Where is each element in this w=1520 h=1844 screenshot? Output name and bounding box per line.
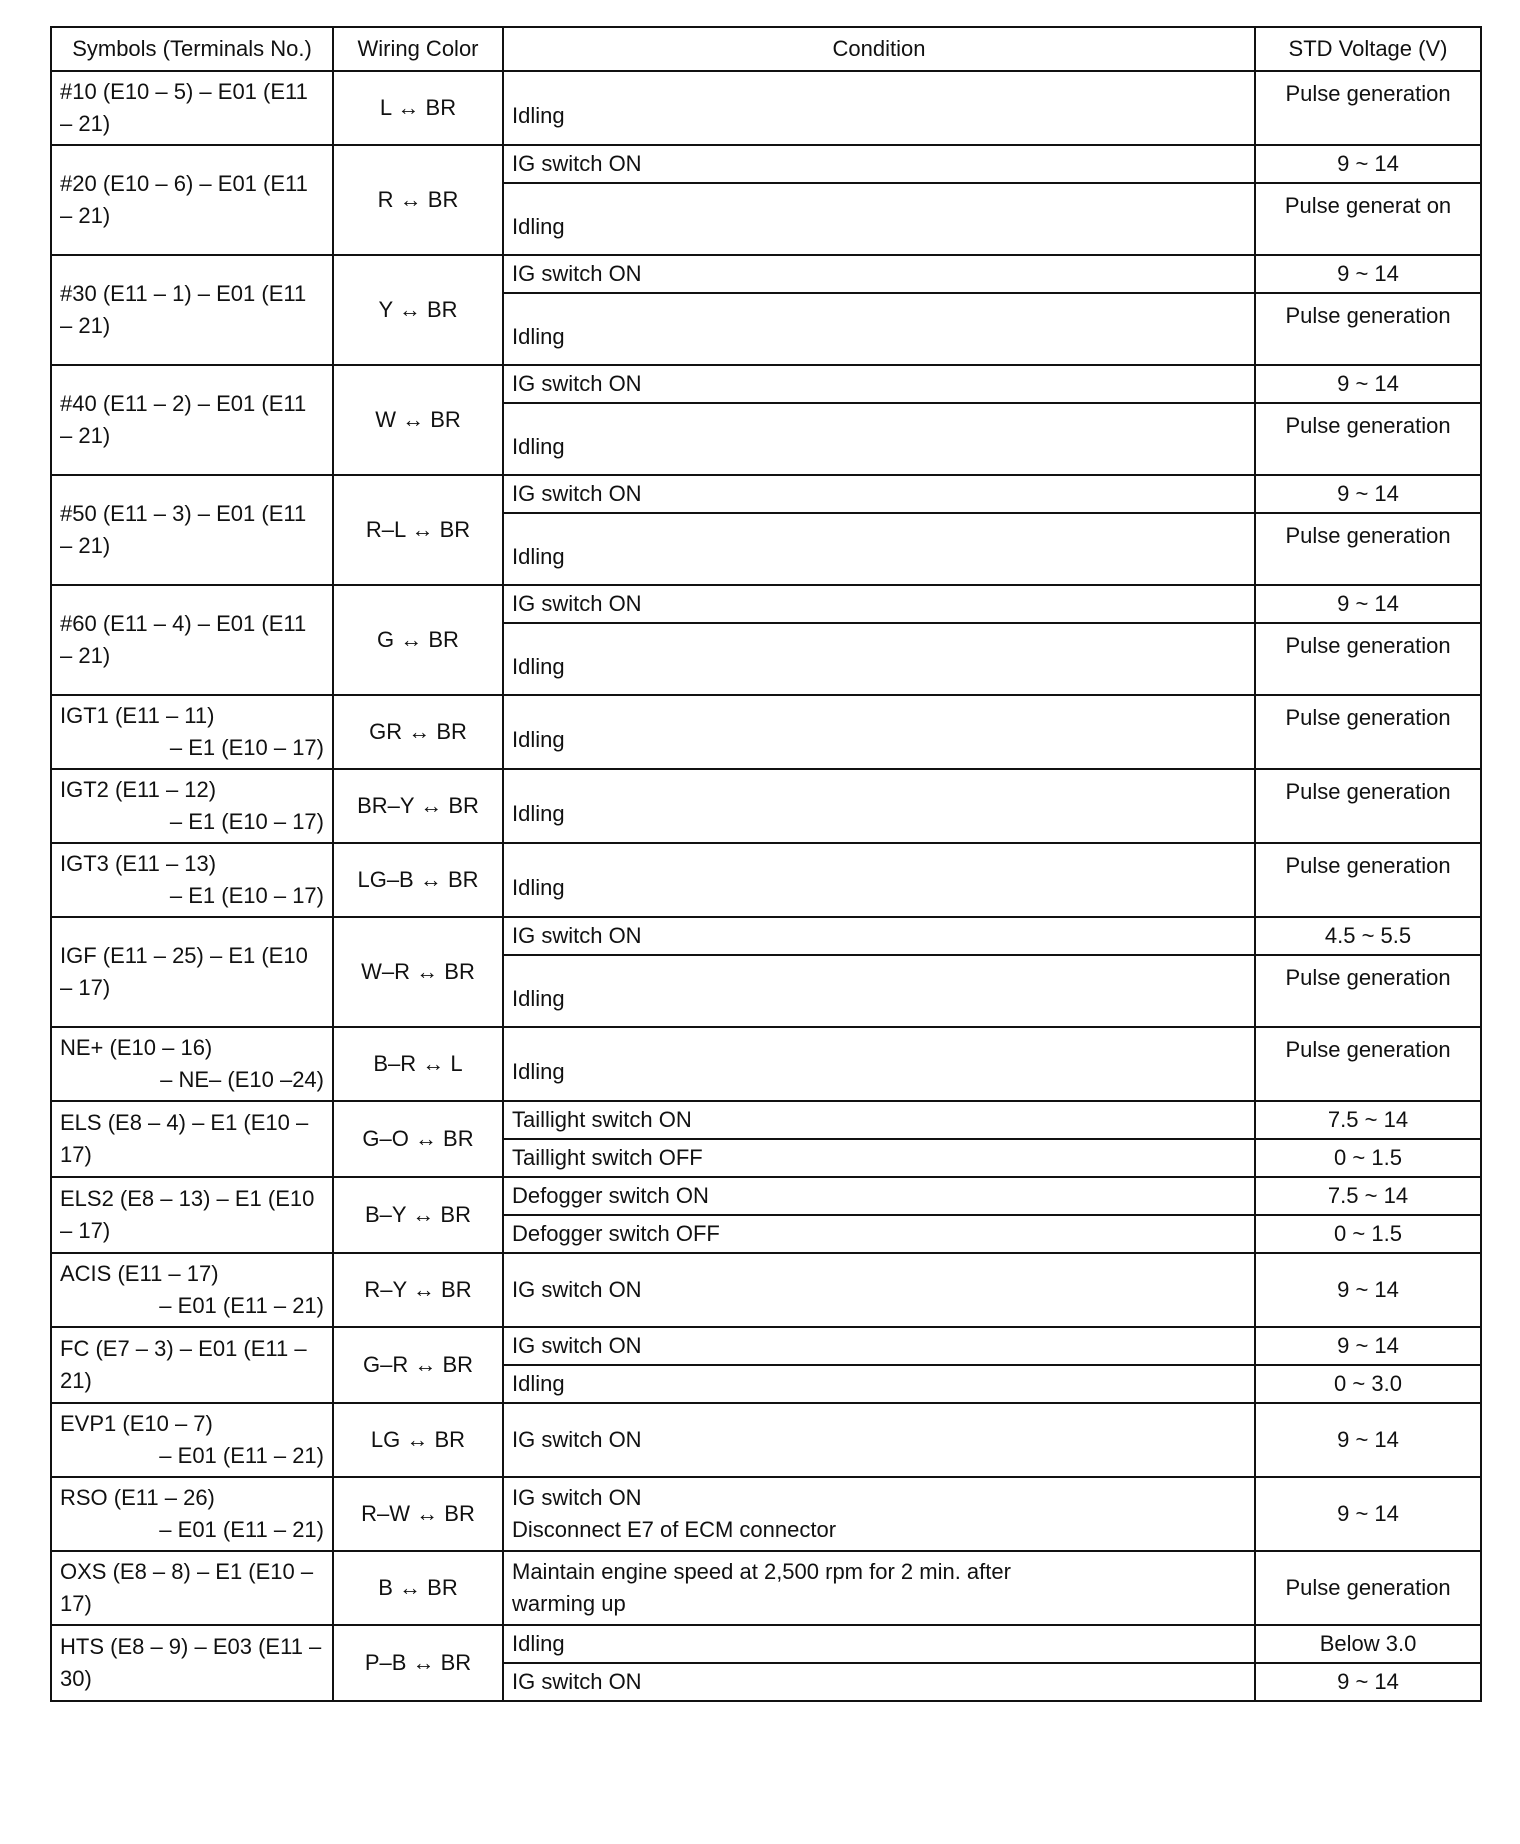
table-row: [51, 917, 1481, 955]
table-row: [51, 255, 1481, 293]
terminal-symbol-cell: [51, 695, 333, 769]
std-voltage-cell: 9 ~ 14: [1255, 585, 1481, 623]
std-voltage-cell: Pulse generation: [1255, 1551, 1481, 1625]
terminal-symbol-line1: #30 (E11 – 1) – E01 (E11 – 21): [60, 281, 307, 338]
condition-cell: Idling: [503, 1365, 1255, 1403]
table-row: [51, 1477, 1481, 1551]
wiring-color-cell: LG–B ↔ BR: [333, 843, 503, 917]
table-row: [51, 1327, 1481, 1365]
terminal-symbol-cell: [51, 1327, 333, 1403]
terminal-symbol-line2: – E1 (E10 – 17): [169, 809, 324, 834]
table-row: [51, 695, 1481, 769]
terminal-symbol-cell: [51, 917, 333, 1027]
terminal-symbol-line1: #10 (E10 – 5) – E01 (E11 – 21): [60, 79, 308, 136]
std-voltage-cell: Pulse generation: [1255, 843, 1481, 917]
std-voltage-cell: 9 ~ 14: [1255, 1253, 1481, 1327]
header-std-voltage: STD Voltage (V): [1255, 27, 1481, 71]
std-voltage-cell: Pulse generation: [1255, 769, 1481, 843]
terminal-symbol-line1: OXS (E8 – 8) – E1 (E10 – 17): [60, 1559, 314, 1616]
terminal-symbol-cell: [51, 1477, 333, 1551]
std-voltage-cell: Pulse generation: [1255, 695, 1481, 769]
std-voltage-cell: 9 ~ 14: [1255, 1663, 1481, 1701]
condition-cell: Idling: [503, 623, 1255, 695]
condition-cell: Idling: [503, 71, 1255, 145]
terminal-symbol-line2: – E01 (E11 – 21): [159, 1517, 324, 1542]
terminal-symbol-cell: [51, 1403, 333, 1477]
terminal-symbol-line1: ELS2 (E8 – 13) – E1 (E10 – 17): [60, 1186, 315, 1243]
std-voltage-cell: 9 ~ 14: [1255, 1327, 1481, 1365]
wiring-color-cell: G ↔ BR: [333, 585, 503, 695]
std-voltage-cell: 0 ~ 1.5: [1255, 1215, 1481, 1253]
table-row: [51, 1253, 1481, 1327]
condition-cell: IG switch ON: [503, 1327, 1255, 1365]
table-row: [51, 1551, 1481, 1625]
condition-cell: Idling: [503, 955, 1255, 1027]
condition-cell: Taillight switch ON: [503, 1101, 1255, 1139]
table-row: [51, 1177, 1481, 1215]
terminal-symbol-line1: IGT2 (E11 – 12): [60, 777, 217, 803]
terminal-symbol-cell: [51, 1253, 333, 1327]
terminal-symbol-line2: – E01 (E11 – 21): [159, 1293, 324, 1318]
header-symbols: Symbols (Terminals No.): [51, 27, 333, 71]
condition-cell: Idling: [503, 1625, 1255, 1663]
terminal-symbol-cell: [51, 843, 333, 917]
std-voltage-cell: Pulse generat on: [1255, 183, 1481, 255]
table-row: [51, 145, 1481, 183]
terminal-symbol-line1: IGF (E11 – 25) – E1 (E10 – 17): [60, 943, 308, 1000]
terminal-symbol-line1: FC (E7 – 3) – E01 (E11 – 21): [60, 1336, 307, 1393]
std-voltage-cell: Pulse generation: [1255, 1027, 1481, 1101]
terminal-symbol-cell: [51, 1551, 333, 1625]
std-voltage-cell: Pulse generation: [1255, 623, 1481, 695]
wiring-color-cell: G–O ↔ BR: [333, 1101, 503, 1177]
wiring-color-cell: W–R ↔ BR: [333, 917, 503, 1027]
terminal-symbol-line1: HTS (E8 – 9) – E03 (E11 – 30): [60, 1634, 322, 1691]
wiring-color-cell: W ↔ BR: [333, 365, 503, 475]
wiring-color-cell: BR–Y ↔ BR: [333, 769, 503, 843]
table-row: [51, 1027, 1481, 1101]
terminal-symbol-cell: [51, 1027, 333, 1101]
header-condition: Condition: [503, 27, 1255, 71]
terminal-symbol-cell: [51, 145, 333, 255]
terminal-symbol-cell: [51, 475, 333, 585]
std-voltage-cell: Pulse generation: [1255, 293, 1481, 365]
condition-cell: IG switch ON: [503, 1253, 1255, 1327]
table-row: [51, 585, 1481, 623]
wiring-color-cell: B ↔ BR: [333, 1551, 503, 1625]
condition-cell: IG switch ON: [503, 585, 1255, 623]
terminal-symbol-cell: [51, 769, 333, 843]
terminal-symbol-line2: – E1 (E10 – 17): [169, 883, 324, 908]
condition-cell: IG switch ON: [503, 145, 1255, 183]
table-row: [51, 365, 1481, 403]
std-voltage-cell: 9 ~ 14: [1255, 365, 1481, 403]
condition-cell: Defogger switch OFF: [503, 1215, 1255, 1253]
terminal-symbol-cell: [51, 255, 333, 365]
terminal-symbol-line1: #20 (E10 – 6) – E01 (E11 – 21): [60, 171, 308, 228]
terminal-symbol-line1: NE+ (E10 – 16): [60, 1035, 213, 1061]
table-row: [51, 1101, 1481, 1139]
terminal-symbol-line1: EVP1 (E10 – 7): [60, 1411, 213, 1437]
std-voltage-cell: 9 ~ 14: [1255, 255, 1481, 293]
table-row: [51, 1625, 1481, 1663]
wiring-color-cell: R–W ↔ BR: [333, 1477, 503, 1551]
condition-cell: Idling: [503, 769, 1255, 843]
condition-cell: IG switch ON Disconnect E7 of ECM connector: [503, 1477, 1255, 1551]
wiring-color-cell: Y ↔ BR: [333, 255, 503, 365]
condition-cell: Idling: [503, 513, 1255, 585]
condition-cell: Idling: [503, 843, 1255, 917]
std-voltage-cell: 7.5 ~ 14: [1255, 1177, 1481, 1215]
wiring-color-cell: R ↔ BR: [333, 145, 503, 255]
terminal-symbol-line2: – NE– (E10 –24): [160, 1067, 324, 1092]
terminal-symbol-line1: #40 (E11 – 2) – E01 (E11 – 21): [60, 391, 307, 448]
terminal-symbol-cell: [51, 71, 333, 145]
condition-cell: Defogger switch ON: [503, 1177, 1255, 1215]
wiring-color-cell: P–B ↔ BR: [333, 1625, 503, 1701]
terminal-symbol-line1: IGT3 (E11 – 13): [60, 851, 217, 877]
std-voltage-cell: Pulse generation: [1255, 71, 1481, 145]
table-row: [51, 1403, 1481, 1477]
table-row: [51, 475, 1481, 513]
wiring-color-cell: L ↔ BR: [333, 71, 503, 145]
terminal-symbol-line1: IGT1 (E11 – 11): [60, 703, 215, 729]
std-voltage-cell: 7.5 ~ 14: [1255, 1101, 1481, 1139]
std-voltage-cell: Pulse generation: [1255, 513, 1481, 585]
condition-cell: IG switch ON: [503, 365, 1255, 403]
std-voltage-cell: 4.5 ~ 5.5: [1255, 917, 1481, 955]
condition-cell: Idling: [503, 403, 1255, 475]
terminal-symbol-cell: [51, 1101, 333, 1177]
std-voltage-cell: Below 3.0: [1255, 1625, 1481, 1663]
condition-cell: IG switch ON: [503, 255, 1255, 293]
std-voltage-cell: 9 ~ 14: [1255, 145, 1481, 183]
table-row: [51, 71, 1481, 145]
terminal-symbol-cell: [51, 585, 333, 695]
table-row: [51, 769, 1481, 843]
terminal-symbol-line1: ACIS (E11 – 17): [60, 1261, 219, 1287]
terminal-symbol-line1: ELS (E8 – 4) – E1 (E10 – 17): [60, 1110, 309, 1167]
std-voltage-cell: 9 ~ 14: [1255, 475, 1481, 513]
condition-cell: Taillight switch OFF: [503, 1139, 1255, 1177]
std-voltage-cell: Pulse generation: [1255, 955, 1481, 1027]
wiring-color-cell: B–R ↔ L: [333, 1027, 503, 1101]
ecm-terminal-voltage-table: [50, 26, 1482, 1702]
condition-cell: IG switch ON: [503, 1403, 1255, 1477]
std-voltage-cell: 0 ~ 3.0: [1255, 1365, 1481, 1403]
wiring-color-cell: R–Y ↔ BR: [333, 1253, 503, 1327]
std-voltage-cell: 9 ~ 14: [1255, 1403, 1481, 1477]
condition-cell: IG switch ON: [503, 475, 1255, 513]
terminal-symbol-line2: – E01 (E11 – 21): [159, 1443, 324, 1468]
terminal-symbol-line2: – E1 (E10 – 17): [169, 735, 324, 760]
std-voltage-cell: Pulse generation: [1255, 403, 1481, 475]
condition-cell: Idling: [503, 293, 1255, 365]
std-voltage-cell: 9 ~ 14: [1255, 1477, 1481, 1551]
header-wiring-color: Wiring Color: [333, 27, 503, 71]
std-voltage-cell: 0 ~ 1.5: [1255, 1139, 1481, 1177]
terminal-symbol-line1: #50 (E11 – 3) – E01 (E11 – 21): [60, 501, 307, 558]
wiring-color-cell: R–L ↔ BR: [333, 475, 503, 585]
wiring-color-cell: B–Y ↔ BR: [333, 1177, 503, 1253]
condition-cell: IG switch ON: [503, 1663, 1255, 1701]
terminal-symbol-cell: [51, 365, 333, 475]
wiring-color-cell: GR ↔ BR: [333, 695, 503, 769]
table-header-row: [51, 27, 1481, 71]
condition-cell: Maintain engine speed at 2,500 rpm for 2 min. after warming up: [503, 1551, 1255, 1625]
ecm-terminal-table-sheet: [50, 26, 1480, 1702]
condition-cell: IG switch ON: [503, 917, 1255, 955]
condition-cell: Idling: [503, 1027, 1255, 1101]
terminal-symbol-cell: [51, 1177, 333, 1253]
wiring-color-cell: LG ↔ BR: [333, 1403, 503, 1477]
wiring-color-cell: G–R ↔ BR: [333, 1327, 503, 1403]
terminal-symbol-line1: RSO (E11 – 26): [60, 1485, 215, 1511]
table-row: [51, 843, 1481, 917]
terminal-symbol-line1: #60 (E11 – 4) – E01 (E11 – 21): [60, 611, 307, 668]
table-body: [51, 71, 1481, 1701]
condition-cell: Idling: [503, 183, 1255, 255]
condition-cell: Idling: [503, 695, 1255, 769]
terminal-symbol-cell: [51, 1625, 333, 1701]
